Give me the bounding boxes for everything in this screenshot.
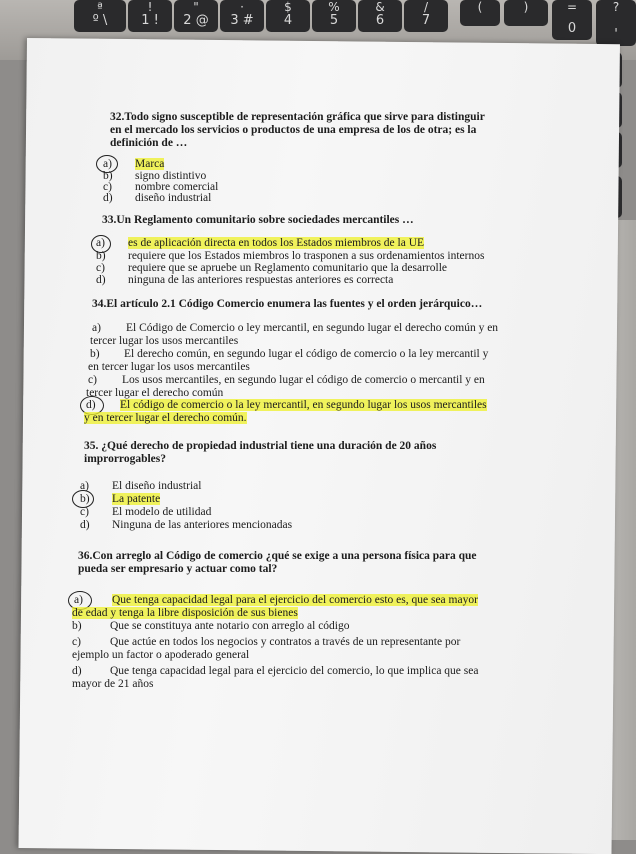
- q34-option-a-cont: tercer lugar los usos mercantiles: [90, 335, 239, 347]
- key-7: / 7: [404, 0, 448, 32]
- q34-option-d: d) El código de comercio o la ley mercantil, en segundo lugar los usos mercantiles: [86, 399, 487, 411]
- q34-option-b: b) El derecho común, en segundo lugar el código de comercio o la ley mercantil y: [90, 348, 489, 360]
- q33-option-d: d) ninguna de las anteriores respuestas anteriores es correcta: [96, 274, 394, 286]
- key-5: % 5: [312, 0, 356, 32]
- q36-option-c-cont: ejemplo un factor o apoderado general: [72, 649, 250, 661]
- q34-option-b-cont: en tercer lugar los usos mercantiles: [88, 361, 250, 373]
- q36-option-a-cont: de edad y tenga la libre disposición de sus bienes: [72, 607, 298, 619]
- question-34: 34.El artículo 2.1 Código Comercio enumera las fuentes y el orden jerárquico…: [92, 298, 483, 310]
- key-question: ? ': [596, 0, 636, 46]
- q36-option-b: b) Que se constituya ante notario con arreglo al código: [72, 620, 350, 632]
- key-4: $ 4: [266, 0, 310, 32]
- question-33: 33.Un Reglamento comunitario sobre sociedades mercantiles …: [102, 214, 414, 226]
- q34-option-c-cont: tercer lugar el derecho común: [86, 387, 224, 399]
- q36-option-a: a) Que tenga capacidad legal para el ejercicio del comercio esto es, que sea mayor: [74, 594, 478, 606]
- q33-option-c: c) requiere que se apruebe un Reglamento comunitario que la desarrolle: [96, 262, 447, 274]
- question-32: 32.Todo signo susceptible de representación gráfica que sirve para distinguir en el mercado los servicios o productos de una empresa de los de otra; es la definición de …: [110, 111, 485, 149]
- q34-option-a: a) El Código de Comercio o ley mercantil, en segundo lugar el derecho común y en: [92, 322, 499, 334]
- q33-option-a: a) es de aplicación directa en todos los Estados miembros de la UE: [96, 237, 425, 249]
- q32-option-b: b) signo distintivo: [103, 170, 207, 182]
- q34-option-d-cont: y en tercer lugar el derecho común.: [84, 412, 247, 424]
- key-1: ! 1 !: [128, 0, 172, 32]
- q36-option-d-cont: mayor de 21 años: [72, 678, 154, 690]
- key-3: · 3 #: [220, 0, 264, 32]
- q34-option-c: c) Los usos mercantiles, en segundo lugar el código de comercio o mercantil y en: [88, 374, 485, 386]
- q35-option-b: b) La patente: [80, 493, 161, 505]
- question-36: 36.Con arreglo al Código de comercio ¿qué se exige a una persona física para que pueda ser empresario y actuar como tal?: [78, 550, 477, 575]
- q33-option-b: b) requiere que los Estados miembros lo trasponen a sus ordenamientos internos: [96, 250, 485, 262]
- q36-option-d: d) Que tenga capacidad legal para el ejercicio del comercio, lo que implica que sea: [72, 665, 479, 677]
- q36-option-c: c) Que actúe en todos los negocios y contratos a través de un representante por: [72, 636, 461, 648]
- key-ordinal: ª º \: [74, 0, 126, 32]
- q32-option-c: c) nombre comercial: [103, 181, 219, 193]
- q32-option-d: d) diseño industrial: [103, 192, 212, 204]
- key-8: (: [460, 0, 500, 26]
- key-6: & 6: [358, 0, 402, 32]
- key-9: ): [504, 0, 548, 26]
- key-0: = 0: [552, 0, 592, 40]
- question-35: 35. ¿Qué derecho de propiedad industrial tiene una duración de 20 años improrrogables?: [84, 440, 437, 465]
- q32-option-a: a) Marca: [103, 158, 165, 170]
- key-2: " 2 @: [174, 0, 218, 32]
- q35-option-d: d) Ninguna de las anteriores mencionadas: [80, 519, 293, 531]
- q35-option-a: a) El diseño industrial: [80, 480, 202, 492]
- q35-option-c: c) El modelo de utilidad: [80, 506, 212, 518]
